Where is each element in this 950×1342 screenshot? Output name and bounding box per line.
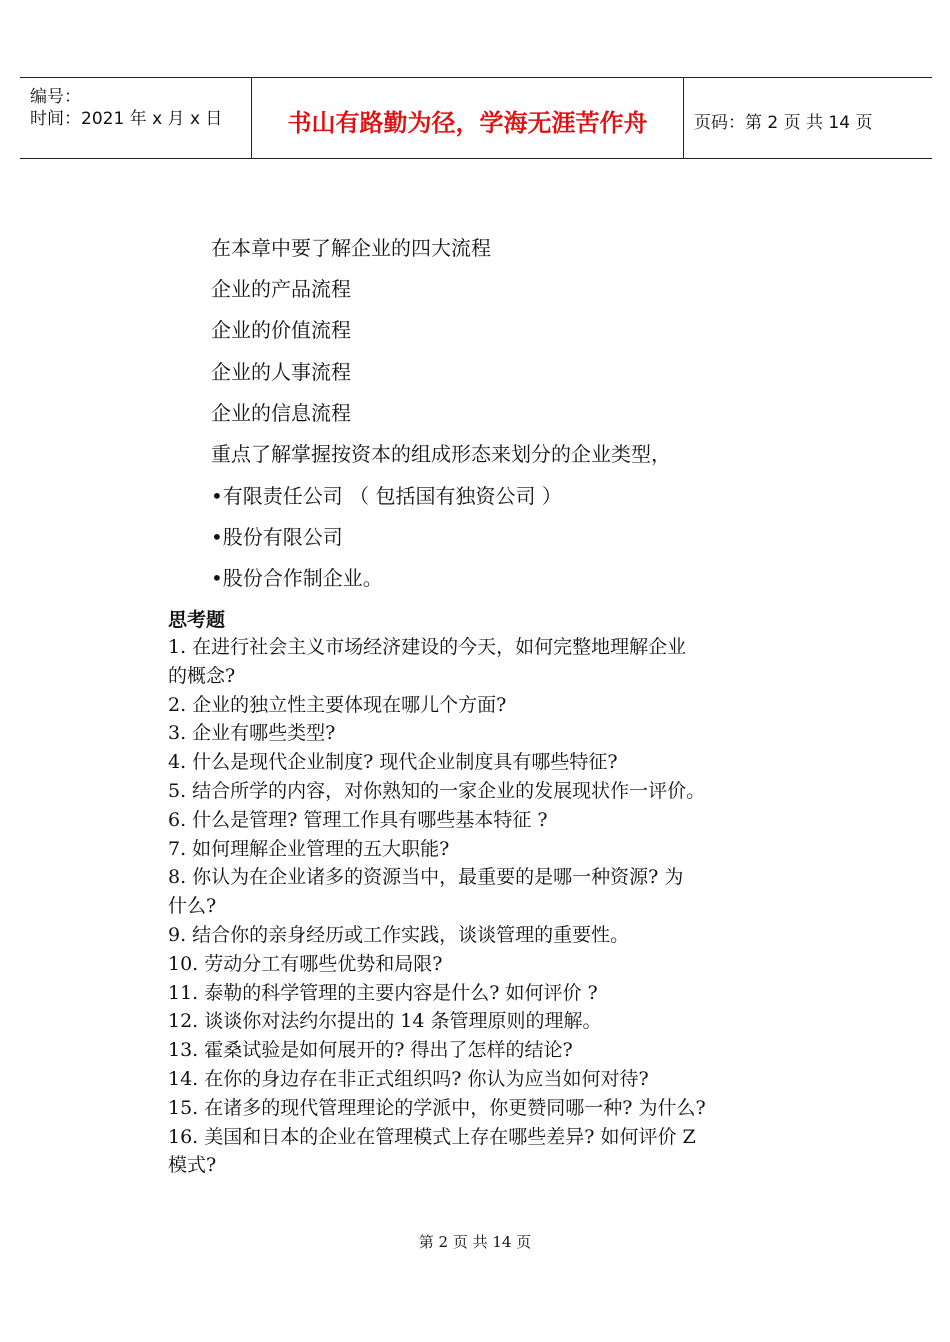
question-line: 13. 霍桑试验是如何展开的? 得出了怎样的结论? <box>168 1039 573 1062</box>
question-line: 11. 泰勒的科学管理的主要内容是什么? 如何评价 ? <box>168 981 598 1004</box>
question-line: 7. 如何理解企业管理的五大职能? <box>168 837 450 860</box>
intro-line-bullet: •股份合作制企业。 <box>211 566 383 590</box>
question-line: 2. 企业的独立性主要体现在哪儿个方面? <box>168 693 507 716</box>
intro-line: 企业的产品流程 <box>211 277 351 301</box>
motto-text: 书山有路勤为径，学海无涯苦作舟 <box>287 109 648 137</box>
question-line: 6. 什么是管理? 管理工作具有哪些基本特征 ? <box>168 808 548 831</box>
header-motto-cell <box>252 78 684 158</box>
questions-list <box>168 633 808 1180</box>
question-line: 12. 谈谈你对法约尔提出的 14 条管理原则的理解。 <box>168 1010 602 1033</box>
question-line: 9. 结合你的亲身经历或工作实践，谈谈管理的重要性。 <box>168 923 630 946</box>
question-line: 模式? <box>168 1154 217 1177</box>
header-meta-cell <box>20 78 252 158</box>
header-table <box>20 77 932 159</box>
question-line: 的概念? <box>168 664 236 687</box>
question-line: 什么? <box>168 895 217 918</box>
intro-line-bullet: •股份有限公司 <box>211 525 343 549</box>
intro-line: 企业的信息流程 <box>211 401 351 425</box>
question-line: 5. 结合所学的内容，对你熟知的一家企业的发展现状作一评价。 <box>168 779 706 802</box>
intro-line: 企业的人事流程 <box>211 360 351 384</box>
page-code-label: 页码：第 2 页 共 14 页 <box>694 113 873 133</box>
question-line: 10. 劳动分工有哪些优势和局限? <box>168 952 443 975</box>
document-number-label: 编号： <box>30 87 81 107</box>
question-line: 8. 你认为在企业诸多的资源当中，最重要的是哪一种资源? 为 <box>168 866 684 889</box>
question-line: 1. 在进行社会主义市场经济建设的今天，如何完整地理解企业 <box>168 636 687 658</box>
intro-line: 企业的价值流程 <box>211 318 351 342</box>
question-line: 16. 美国和日本的企业在管理模式上存在哪些差异? 如何评价 Z <box>168 1125 696 1148</box>
question-line: 14. 在你的身边存在非正式组织吗? 你认为应当如何对待? <box>168 1067 649 1090</box>
page-footer: 第 2 页 共 14 页 <box>418 1233 532 1251</box>
intro-line: 重点了解掌握按资本的组成形态来划分的企业类型， <box>211 442 671 466</box>
questions-title: 思考题 <box>168 609 226 631</box>
intro-line: 在本章中要了解企业的四大流程 <box>211 236 491 260</box>
question-line: 3. 企业有哪些类型? <box>168 722 336 745</box>
question-line: 15. 在诸多的现代管理理论的学派中，你更赞同哪一种? 为什么? <box>168 1096 706 1119</box>
question-line: 4. 什么是现代企业制度? 现代企业制度具有哪些特征? <box>168 751 618 774</box>
document-time-label: 时间：2021 年 x 月 x 日 <box>30 109 223 129</box>
intro-line-bullet: •有限责任公司 （ 包括国有独资公司 ） <box>211 484 562 508</box>
header-page-cell <box>684 78 932 158</box>
